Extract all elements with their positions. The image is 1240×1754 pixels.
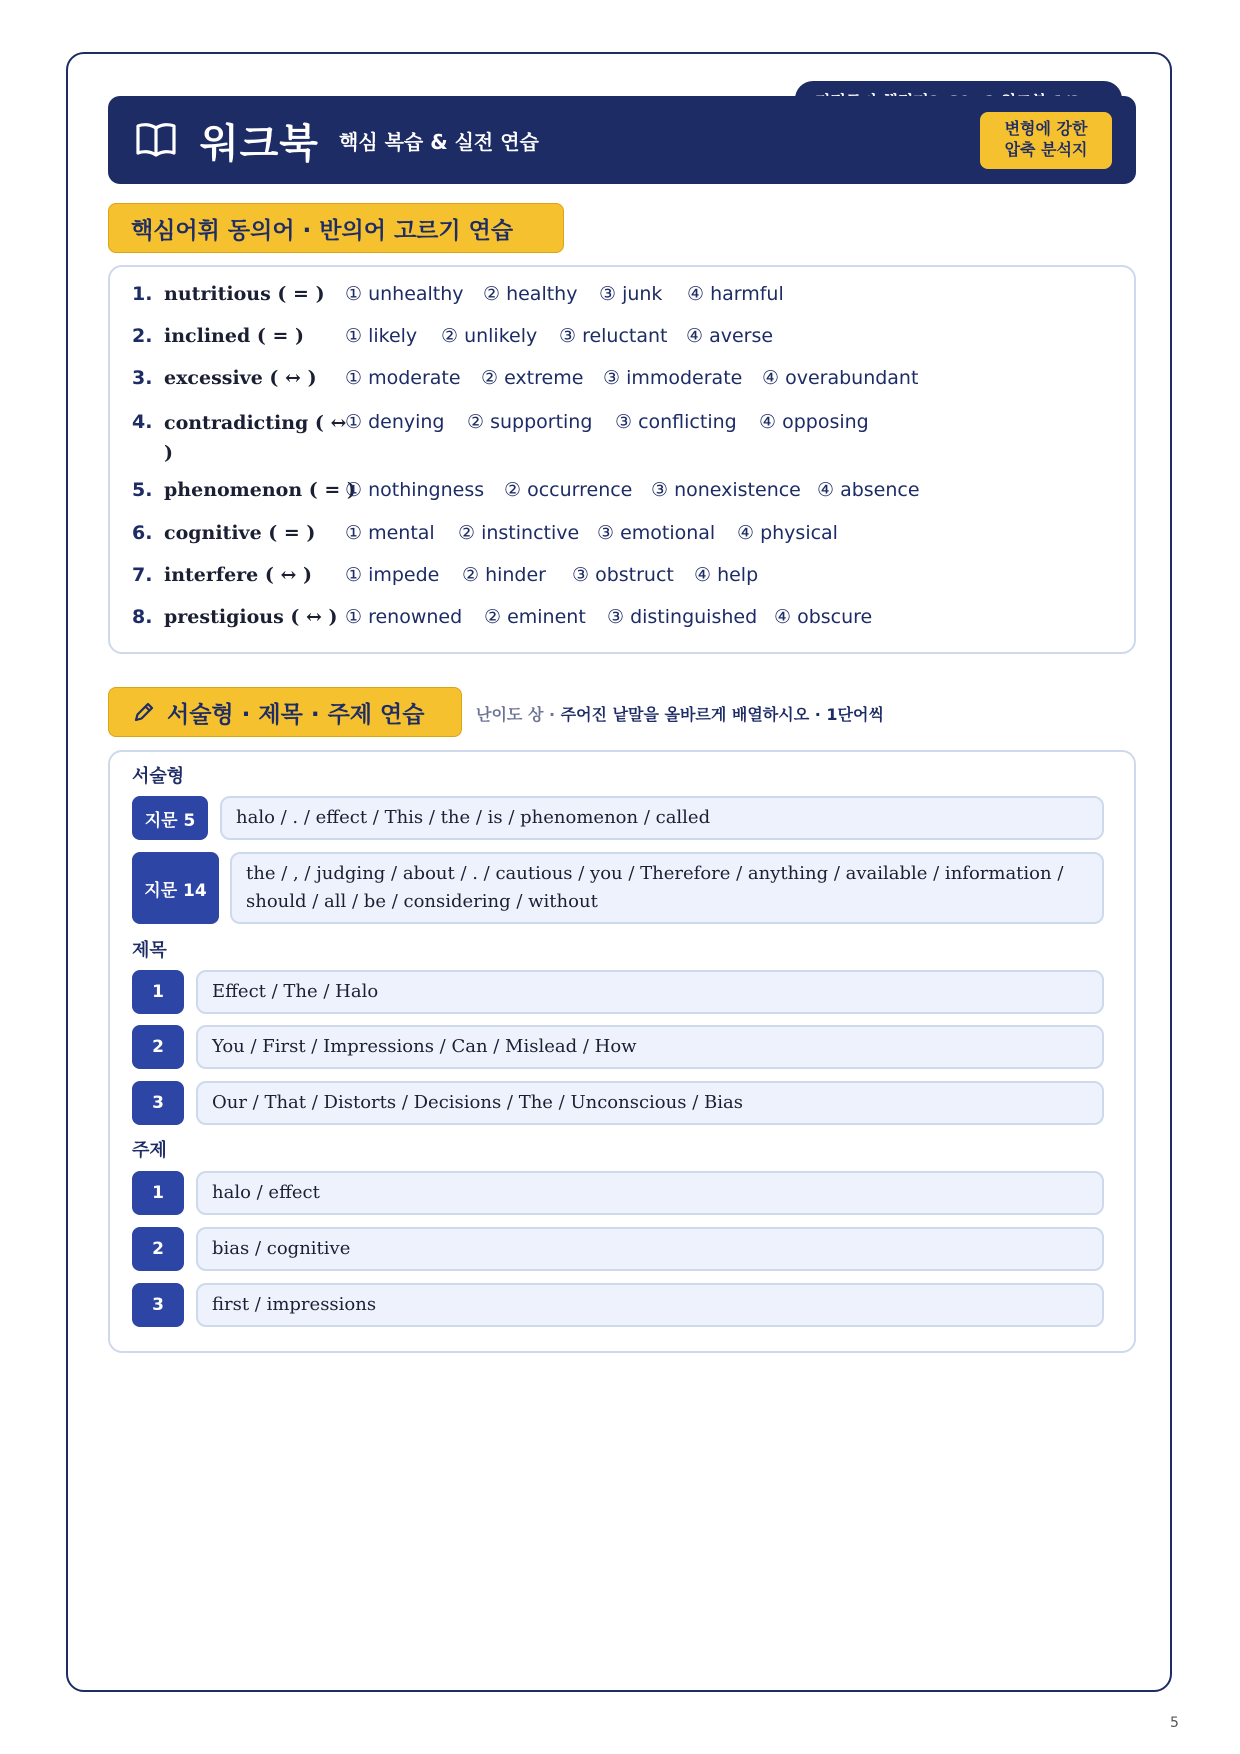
- vocab-number: 3.: [132, 367, 153, 389]
- open-book-icon: [136, 121, 176, 157]
- answer-box[interactable]: You / First / Impressions / Can / Mislead / How: [196, 1025, 1104, 1069]
- vocab-section-title: 핵심어휘 동의어 · 반의어 고르기 연습: [131, 217, 514, 244]
- answer-box[interactable]: Our / That / Distorts / Decisions / The / Unconscious / Bias: [196, 1081, 1104, 1125]
- vocab-option[interactable]: ④ physical: [737, 522, 838, 544]
- vocab-word: prestigious ( ↔ ): [164, 606, 338, 628]
- vocab-option[interactable]: ① likely: [345, 325, 418, 347]
- item-number-tag: 2: [132, 1227, 184, 1271]
- pencil-icon: [133, 701, 155, 723]
- item-number-tag: 3: [132, 1283, 184, 1327]
- item-number-tag: 3: [132, 1081, 184, 1125]
- practice-section-header: [108, 687, 462, 737]
- vocab-word: excessive ( ↔ ): [164, 367, 317, 389]
- vocab-option[interactable]: ③ emotional: [597, 522, 716, 544]
- badge-line-1: 변형에 강한: [1004, 119, 1088, 138]
- vocab-option[interactable]: ③ obstruct: [572, 564, 674, 586]
- vocab-option[interactable]: ② healthy: [483, 283, 578, 305]
- vocab-number: 6.: [132, 522, 153, 544]
- vocab-option[interactable]: ③ reluctant: [559, 325, 668, 347]
- vocab-option[interactable]: ④ harmful: [687, 283, 784, 305]
- vocab-option[interactable]: ② instinctive: [458, 522, 580, 544]
- vocab-word: cognitive ( = ): [164, 522, 316, 544]
- practice-instruction: [476, 702, 884, 725]
- vocab-option[interactable]: ② hinder: [462, 564, 546, 586]
- vocab-option[interactable]: ② occurrence: [504, 479, 633, 501]
- vocab-number: 5.: [132, 479, 153, 501]
- vocab-option[interactable]: ④ opposing: [759, 411, 869, 433]
- vocab-number: 7.: [132, 564, 153, 586]
- passage-tag: 지문 14: [132, 852, 219, 924]
- vocab-option[interactable]: ④ absence: [817, 479, 920, 501]
- answer-box[interactable]: halo / effect: [196, 1171, 1104, 1215]
- vocab-option[interactable]: ④ obscure: [774, 606, 873, 628]
- vocab-option[interactable]: ① denying: [345, 411, 445, 433]
- item-number-tag: 1: [132, 970, 184, 1014]
- vocab-word: contradicting ( ↔ ): [164, 412, 347, 464]
- vocab-option[interactable]: ② eminent: [484, 606, 586, 628]
- vocab-number: 2.: [132, 325, 153, 347]
- vocab-option[interactable]: ③ conflicting: [615, 411, 737, 433]
- vocab-number: 4.: [132, 411, 153, 433]
- answer-box[interactable]: Effect / The / Halo: [196, 970, 1104, 1014]
- badge-line-2: 압축 분석지: [1004, 140, 1088, 159]
- vocab-option[interactable]: ① moderate: [345, 367, 461, 389]
- descriptive-label: 서술형: [132, 766, 185, 787]
- vocab-option[interactable]: ④ help: [694, 564, 759, 586]
- vocab-option[interactable]: ④ overabundant: [762, 367, 919, 389]
- vocab-option[interactable]: ① mental: [345, 522, 435, 544]
- vocab-word: inclined ( = ): [164, 325, 304, 347]
- page-title: 워크북: [200, 121, 319, 167]
- vocab-number: 1.: [132, 283, 153, 305]
- vocab-option[interactable]: ① nothingness: [345, 479, 485, 501]
- vocab-option[interactable]: ③ nonexistence: [651, 479, 801, 501]
- instruction-text: 주어진 낱말을 올바르게 배열하시오 · 1단어씩: [560, 705, 884, 724]
- vocab-section-header: [108, 203, 564, 253]
- vocab-word: nutritious ( = ): [164, 283, 325, 305]
- answer-box[interactable]: bias / cognitive: [196, 1227, 1104, 1271]
- vocab-word: phenomenon ( = ): [164, 479, 356, 501]
- vocab-option[interactable]: ③ distinguished: [607, 606, 758, 628]
- vocab-word: interfere ( ↔ ): [164, 564, 313, 586]
- vocab-option[interactable]: ④ averse: [686, 325, 774, 347]
- vocab-option[interactable]: ① impede: [345, 564, 440, 586]
- header-badge: [980, 112, 1112, 169]
- answer-box[interactable]: the / , / judging / about / . / cautious / you / Therefore / anything / available / information / should / all / be / considering / without: [230, 852, 1104, 924]
- vocab-option[interactable]: ③ immoderate: [603, 367, 743, 389]
- vocab-option[interactable]: ② supporting: [467, 411, 593, 433]
- item-number-tag: 2: [132, 1025, 184, 1069]
- passage-tag: 지문 5: [132, 796, 208, 840]
- vocab-option[interactable]: ② extreme: [481, 367, 584, 389]
- vocab-option[interactable]: ② unlikely: [441, 325, 538, 347]
- difficulty-label: 난이도 상 ·: [476, 705, 561, 724]
- answer-box[interactable]: halo / . / effect / This / the / is / phenomenon / called: [220, 796, 1104, 840]
- title-label: 제목: [132, 940, 167, 961]
- answer-box[interactable]: first / impressions: [196, 1283, 1104, 1327]
- item-number-tag: 1: [132, 1171, 184, 1215]
- vocab-option[interactable]: ① unhealthy: [345, 283, 464, 305]
- vocab-option[interactable]: ③ junk: [599, 283, 663, 305]
- topic-label: 주제: [132, 1140, 167, 1161]
- vocab-option[interactable]: ① renowned: [345, 606, 463, 628]
- page-subtitle: 핵심 복습 & 실전 연습: [339, 130, 539, 154]
- page-number: 5: [1170, 1715, 1179, 1731]
- practice-section-title: 서술형 · 제목 · 주제 연습: [167, 701, 425, 728]
- vocab-number: 8.: [132, 606, 153, 628]
